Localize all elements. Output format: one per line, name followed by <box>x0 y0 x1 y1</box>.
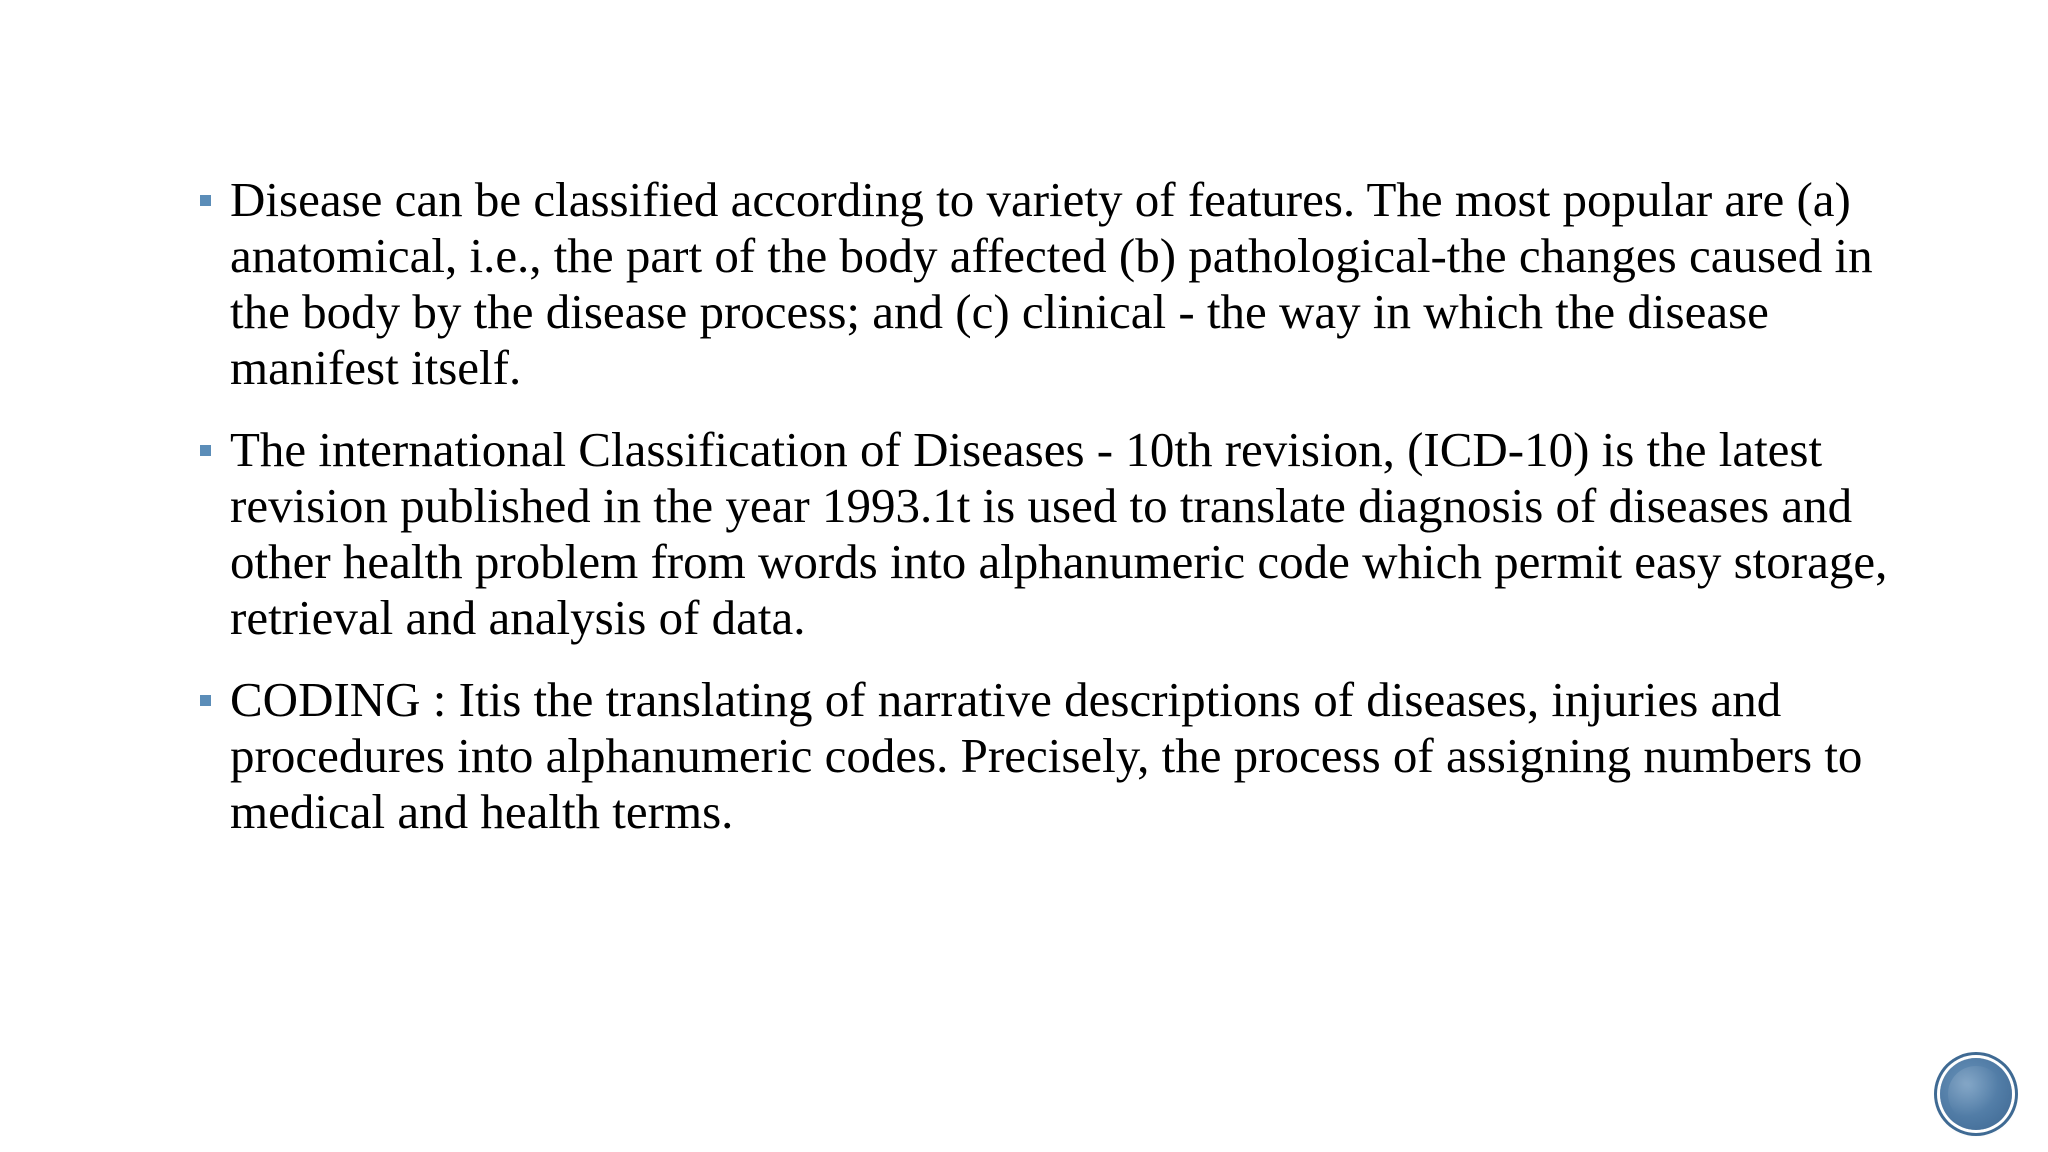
square-bullet-icon <box>200 445 211 456</box>
bullet-text-1: Disease can be classified according to variety of features. The most popular are (a) anatomical, i.e., the part of the body affected (b) pathological-the changes caused in the body by the disease process; and (c) clinical - the way in which the disease manifest itself. <box>230 172 1873 395</box>
circle-nav-button[interactable] <box>1940 1058 2012 1130</box>
bullet-list <box>196 172 1896 866</box>
bullet-item-1 <box>196 172 1896 396</box>
square-bullet-icon <box>200 695 211 706</box>
bullet-text-3: CODING : Itis the translating of narrative descriptions of diseases, injuries and procedures into alphanumeric codes. Precisely, the process of assigning numbers to medical and health terms. <box>230 672 1863 839</box>
square-bullet-icon <box>200 195 211 206</box>
bullet-item-3 <box>196 672 1896 840</box>
bullet-item-2 <box>196 422 1896 646</box>
bullet-text-2: The international Classification of Diseases - 10th revision, (ICD-10) is the latest revision published in the year 1993.1t is used to translate diagnosis of diseases and other health problem from words into alphanumeric code which permit easy storage, retrieval and analysis of data. <box>230 422 1888 645</box>
circle-nav-icon <box>1948 1066 2004 1122</box>
